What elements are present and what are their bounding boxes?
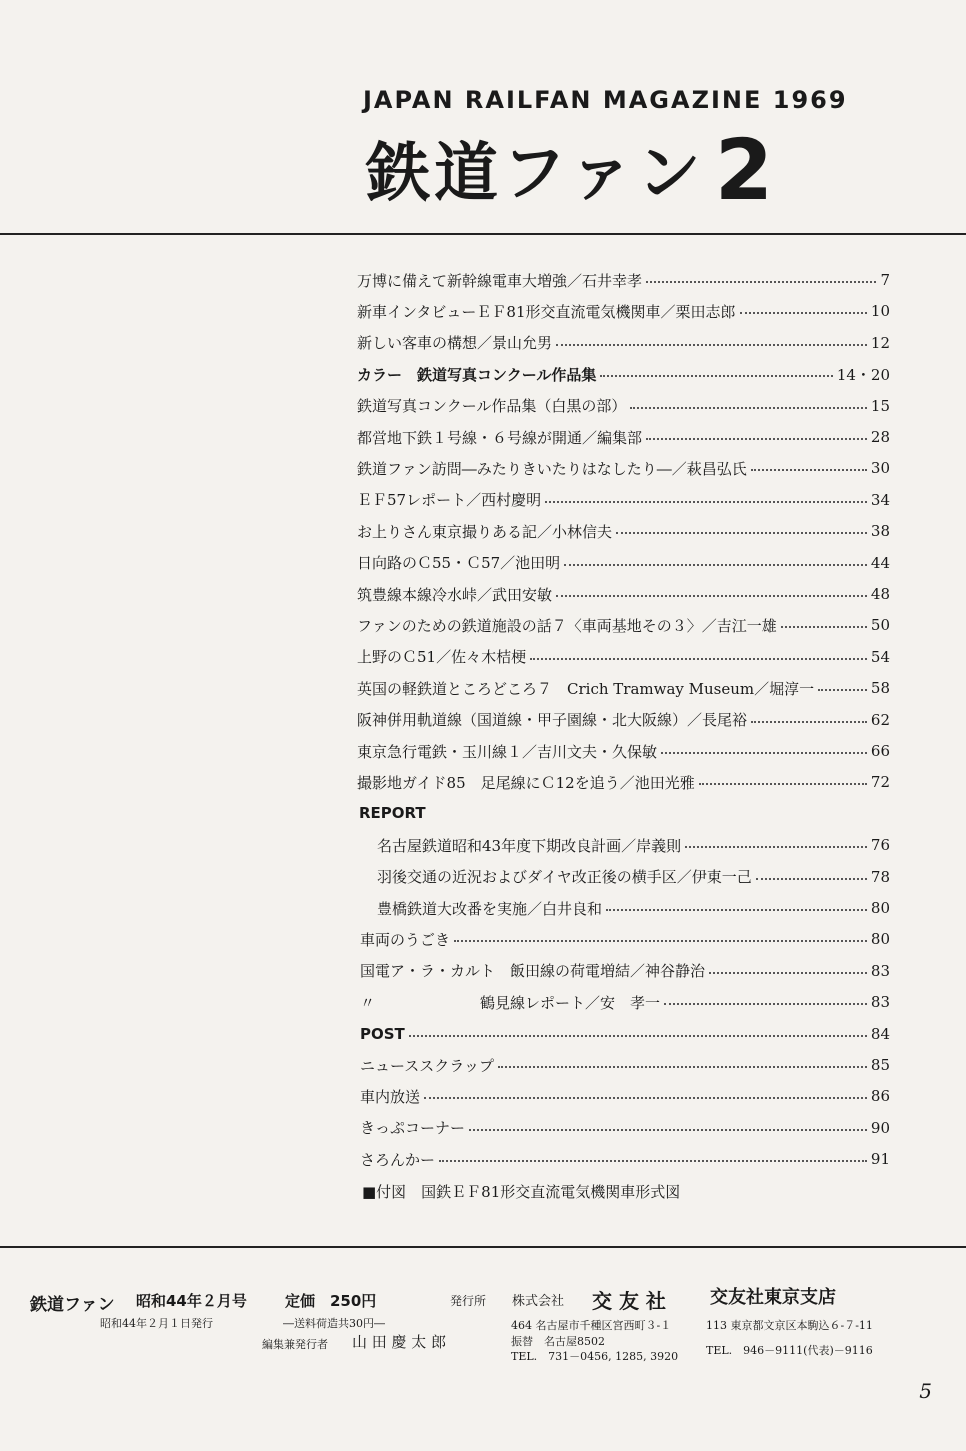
dot-leader [606, 909, 867, 911]
report-heading: REPORT [359, 803, 426, 822]
toc-entry-title: お上りさん東京撮りある記／小林信夫 [357, 522, 613, 541]
dot-leader [600, 375, 832, 377]
toc-entry-title: 東京急行電鉄・玉川線１／吉川文夫・久保敏 [357, 742, 658, 761]
dot-leader [699, 783, 867, 785]
dot-leader [661, 752, 867, 754]
toc-entry-page: 44 [870, 553, 890, 572]
footer-publisher: 交 友 社 [592, 1289, 666, 1313]
dot-leader [740, 312, 867, 314]
toc-entry-title: 鉄道ファン訪問―みたりきいたりはなしたり―／萩昌弘氏 [357, 459, 747, 478]
toc-entry-page: 10 [870, 302, 890, 321]
dot-leader [646, 438, 867, 440]
toc-entry [357, 360, 890, 388]
toc-entry [360, 1114, 890, 1142]
footer-address: 464 名古屋市千種区宮西町３-１ [511, 1319, 672, 1332]
dot-leader [424, 1097, 867, 1099]
footer-publisher-label: 発行所 [450, 1294, 487, 1308]
toc-entry-page: 66 [870, 742, 890, 760]
toc-entry-page: 50 [870, 616, 890, 635]
dot-leader [469, 1129, 867, 1131]
toc-entry-title: カラー 鉄道写真コンクール作品集 [357, 365, 597, 384]
toc-entry-page: 90 [870, 1118, 890, 1137]
dot-leader [664, 1003, 867, 1005]
footer-transfer: 振替 名古屋8502 [511, 1335, 605, 1348]
dot-leader [685, 846, 867, 848]
toc-entry-page: 30 [870, 459, 890, 478]
dot-leader [409, 1035, 867, 1037]
toc-entry-page: 28 [870, 428, 890, 446]
toc-entry [357, 266, 890, 294]
toc-entry-title: 羽後交通の近況およびダイヤ改正後の横手区／伊東一己 [377, 868, 752, 887]
toc-entry [360, 1020, 890, 1048]
footer-editor-label: 編集兼発行者 [262, 1338, 328, 1351]
toc-entry [357, 297, 890, 325]
toc-entry-page: 48 [870, 585, 890, 603]
dot-leader [781, 626, 867, 628]
toc-entry-page: 83 [870, 961, 890, 980]
toc-entry [357, 706, 890, 734]
dot-leader [564, 564, 867, 566]
dot-leader [439, 1160, 867, 1162]
toc-entry-page: 80 [870, 899, 890, 917]
toc-entry-page: 7 [880, 271, 890, 289]
toc-entry [360, 988, 890, 1016]
toc-entry-title: 車両のうごき [360, 930, 451, 949]
toc-entry [360, 957, 890, 985]
footer-tel: TEL. 731－0456, 1285, 3920 [511, 1350, 679, 1363]
toc-entry [377, 894, 890, 922]
toc-entry-title: 筑豊線本線冷水峠／武田安敏 [357, 585, 553, 604]
toc-entry-page: 76 [870, 836, 890, 855]
toc-entry [357, 611, 890, 639]
footer-issue: 昭和44年２月号 [136, 1292, 247, 1310]
toc-entry-page: 15 [870, 396, 890, 415]
dot-leader [556, 595, 867, 597]
dot-leader [751, 469, 867, 471]
issue-number: 2 [714, 121, 778, 219]
toc-entry [360, 1082, 890, 1110]
toc-entry [357, 517, 890, 545]
toc-entry-title: 〃 鶴見線レポート／安 孝一 [360, 993, 661, 1012]
magazine-english-title: JAPAN RAILFAN MAGAZINE 1969 [363, 86, 848, 114]
toc-entry [377, 831, 890, 859]
toc-entry [357, 768, 890, 796]
toc-entry [360, 1145, 890, 1173]
dot-leader [454, 940, 867, 942]
toc-entry-title: 国電ア・ラ・カルト 飯田線の荷電増結／神谷静治 [360, 962, 706, 981]
dot-leader [630, 407, 867, 409]
toc-entry-page: 91 [870, 1150, 890, 1169]
toc-entry-page: 34 [870, 490, 890, 509]
toc-entry-title: 阪神併用軌道線（国道線・甲子園線・北大阪線）／長尾裕 [357, 711, 748, 730]
footer-price: 定価 250円 [285, 1292, 377, 1310]
magazine-name: 鉄道ファン [366, 137, 705, 211]
toc-entry-page: 58 [870, 679, 890, 698]
toc-entry [357, 674, 890, 702]
dot-leader [646, 281, 876, 283]
dot-leader [751, 721, 867, 723]
footer-publisher-type: 株式会社 [512, 1294, 565, 1309]
toc-entry-page: 80 [870, 930, 890, 949]
supplement-note: ■付図 国鉄ＥＦ81形交直流電気機関車形式図 [362, 1182, 681, 1201]
dot-leader [498, 1066, 867, 1068]
page-number: 5 [919, 1379, 932, 1403]
toc-entry-title: 鉄道写真コンクール作品集（白黒の部） [357, 397, 627, 416]
toc-entry [357, 454, 890, 482]
dot-leader [556, 344, 867, 346]
bottom-divider [0, 1246, 966, 1248]
magazine-japanese-title [366, 121, 778, 219]
toc-entry-title: 日向路のＣ55・Ｃ57／池田明 [357, 554, 561, 573]
toc-entry-title: 新しい客車の構想／景山允男 [357, 334, 553, 353]
toc-entry-page: 12 [870, 333, 890, 352]
dot-leader [709, 972, 867, 974]
footer-branch: 交友社東京支店 [710, 1287, 836, 1308]
dot-leader [530, 658, 867, 660]
toc-entry [357, 580, 890, 608]
footer-magazine-title: 鉄道ファン [30, 1295, 115, 1315]
toc-entry [357, 737, 890, 765]
toc-entry-title: きっぷコーナー [360, 1119, 466, 1138]
toc-entry-page: 84 [870, 1024, 890, 1043]
toc-entry-title: 万博に備えて新幹線電車大増強／石井幸孝 [357, 271, 643, 290]
toc-entry-page: 72 [870, 773, 890, 792]
toc-entry [357, 329, 890, 357]
toc-entry-title: POST [360, 1024, 405, 1043]
toc-entry [377, 863, 890, 891]
toc-entry [357, 423, 890, 451]
footer-editor: 山 田 慶 太 郎 [352, 1333, 447, 1351]
toc-entry-title: さろんかー [360, 1150, 436, 1169]
toc-entry-title: 上野のＣ51／佐々木桔梗 [357, 648, 527, 667]
toc-entry-title: 新車インタビューＥＦ81形交直流電気機関車／栗田志郎 [357, 302, 736, 321]
toc-entry-title: ファンのための鉄道施設の話７〈車両基地その３〉／吉江一雄 [357, 616, 777, 635]
toc-entry [357, 486, 890, 514]
toc-entry-title: 都営地下鉄１号線・６号線が開通／編集部 [357, 428, 643, 447]
footer-branch-tel: TEL. 946－9111(代表)－9116 [706, 1344, 873, 1357]
toc-entry [360, 1051, 890, 1079]
toc-entry-page: 86 [870, 1087, 890, 1106]
toc-entry-page: 83 [870, 993, 890, 1012]
dot-leader [818, 689, 867, 691]
toc-entry [357, 392, 890, 420]
toc-entry-title: ＥＦ57レポート／西村慶明 [357, 491, 542, 510]
toc-entry-page: 62 [870, 710, 890, 729]
toc-entry [357, 643, 890, 671]
toc-entry-title: 英国の軽鉄道ところどころ７ Crich Tramway Museum／堀淳一 [357, 679, 815, 698]
dot-leader [545, 501, 867, 503]
top-divider [0, 233, 966, 235]
toc-entry-page: 38 [870, 522, 890, 541]
dot-leader [756, 878, 867, 880]
toc-entry-title: 名古屋鉄道昭和43年度下期改良計画／岸義則 [377, 836, 682, 855]
footer-date: 昭和44年２月１日発行 [100, 1317, 213, 1330]
toc-entry-title: ニューススクラップ [360, 1056, 494, 1075]
toc-entry-page: 85 [870, 1056, 890, 1074]
dot-leader [616, 532, 867, 534]
toc-entry-title: 撮影地ガイド85 足尾線にＣ12を追う／池田光雅 [357, 773, 695, 792]
toc-entry-page: 54 [870, 647, 890, 666]
toc-entry-page: 78 [870, 867, 890, 886]
toc-entry-title: 豊橋鉄道大改番を実施／白井良和 [377, 899, 603, 918]
toc-entry-title: 車内放送 [360, 1087, 421, 1106]
toc-entry [360, 925, 890, 953]
footer-postage: ―送料荷造共30円― [283, 1317, 385, 1330]
toc-entry-page: 14・20 [836, 365, 890, 384]
toc-entry [357, 549, 890, 577]
footer-branch-address: 113 東京都文京区本駒込６-７-11 [706, 1319, 873, 1332]
